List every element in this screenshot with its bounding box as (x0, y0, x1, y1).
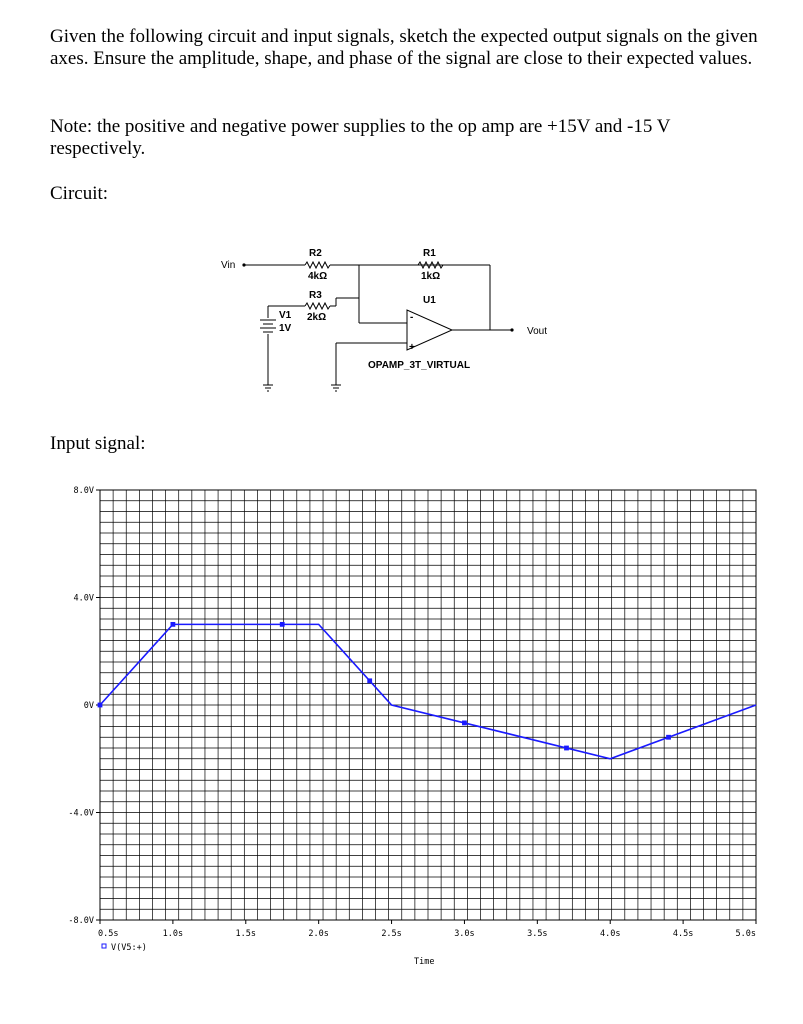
vout-label: Vout (527, 326, 548, 337)
opamp-plus: + (409, 342, 415, 353)
input-signal-heading: Input signal: (50, 433, 146, 454)
v1-name: V1 (279, 310, 292, 321)
legend-label: V(V5:+) (111, 943, 147, 953)
r2-name: R2 (309, 248, 322, 259)
x-tick-label: 5.0s (735, 929, 756, 939)
series-marker (462, 721, 466, 725)
x-tick-label: 4.5s (672, 929, 694, 939)
x-tick-label: 2.0s (308, 929, 329, 939)
series-marker (368, 679, 372, 683)
r1-name: R1 (423, 248, 436, 259)
y-tick-label: -4.0V (68, 808, 94, 819)
y-tick-label: 8.0V (73, 486, 94, 496)
r3-name: R3 (309, 290, 322, 301)
x-tick-label: 3.5s (527, 929, 548, 939)
x-axis-label: Time (414, 957, 435, 967)
r2-value: 4kΩ (308, 271, 328, 282)
y-tick-label: 4.0V (73, 593, 94, 604)
r1-value: 1kΩ (421, 271, 441, 282)
series-marker (280, 622, 284, 626)
x-tick-label: 0.5s (98, 929, 119, 939)
u1-name: U1 (423, 295, 436, 306)
series-marker (564, 746, 568, 750)
x-tick-label: 1.0s (162, 929, 184, 939)
x-tick-label: 1.5s (235, 929, 257, 939)
series-marker (667, 735, 671, 739)
x-tick-label: 3.0s (454, 929, 475, 939)
legend-marker (102, 944, 106, 948)
opamp-model: OPAMP_3T_VIRTUAL (368, 360, 471, 371)
note-text: Note: the positive and negative power supplies to the op amp are +15V and -15 V respectively. (50, 116, 671, 159)
vin-label: Vin (221, 260, 236, 271)
v1-value: 1V (279, 323, 292, 334)
series-marker (171, 622, 175, 626)
circuit-heading: Circuit: (50, 183, 109, 204)
instructions-text: Given the following circuit and input signals, sketch the expected output signals on the given axes. Ensure the amplitude, shape, and phase of the signal are close to their expected values. (50, 26, 758, 69)
r3-value: 2kΩ (307, 312, 327, 323)
y-tick-label: 0V (83, 701, 94, 711)
opamp-minus: - (410, 312, 414, 323)
series-marker (98, 703, 102, 707)
x-tick-label: 4.0s (599, 929, 621, 939)
y-tick-label: -8.0V (68, 916, 94, 926)
x-tick-label: 2.5s (381, 929, 402, 939)
